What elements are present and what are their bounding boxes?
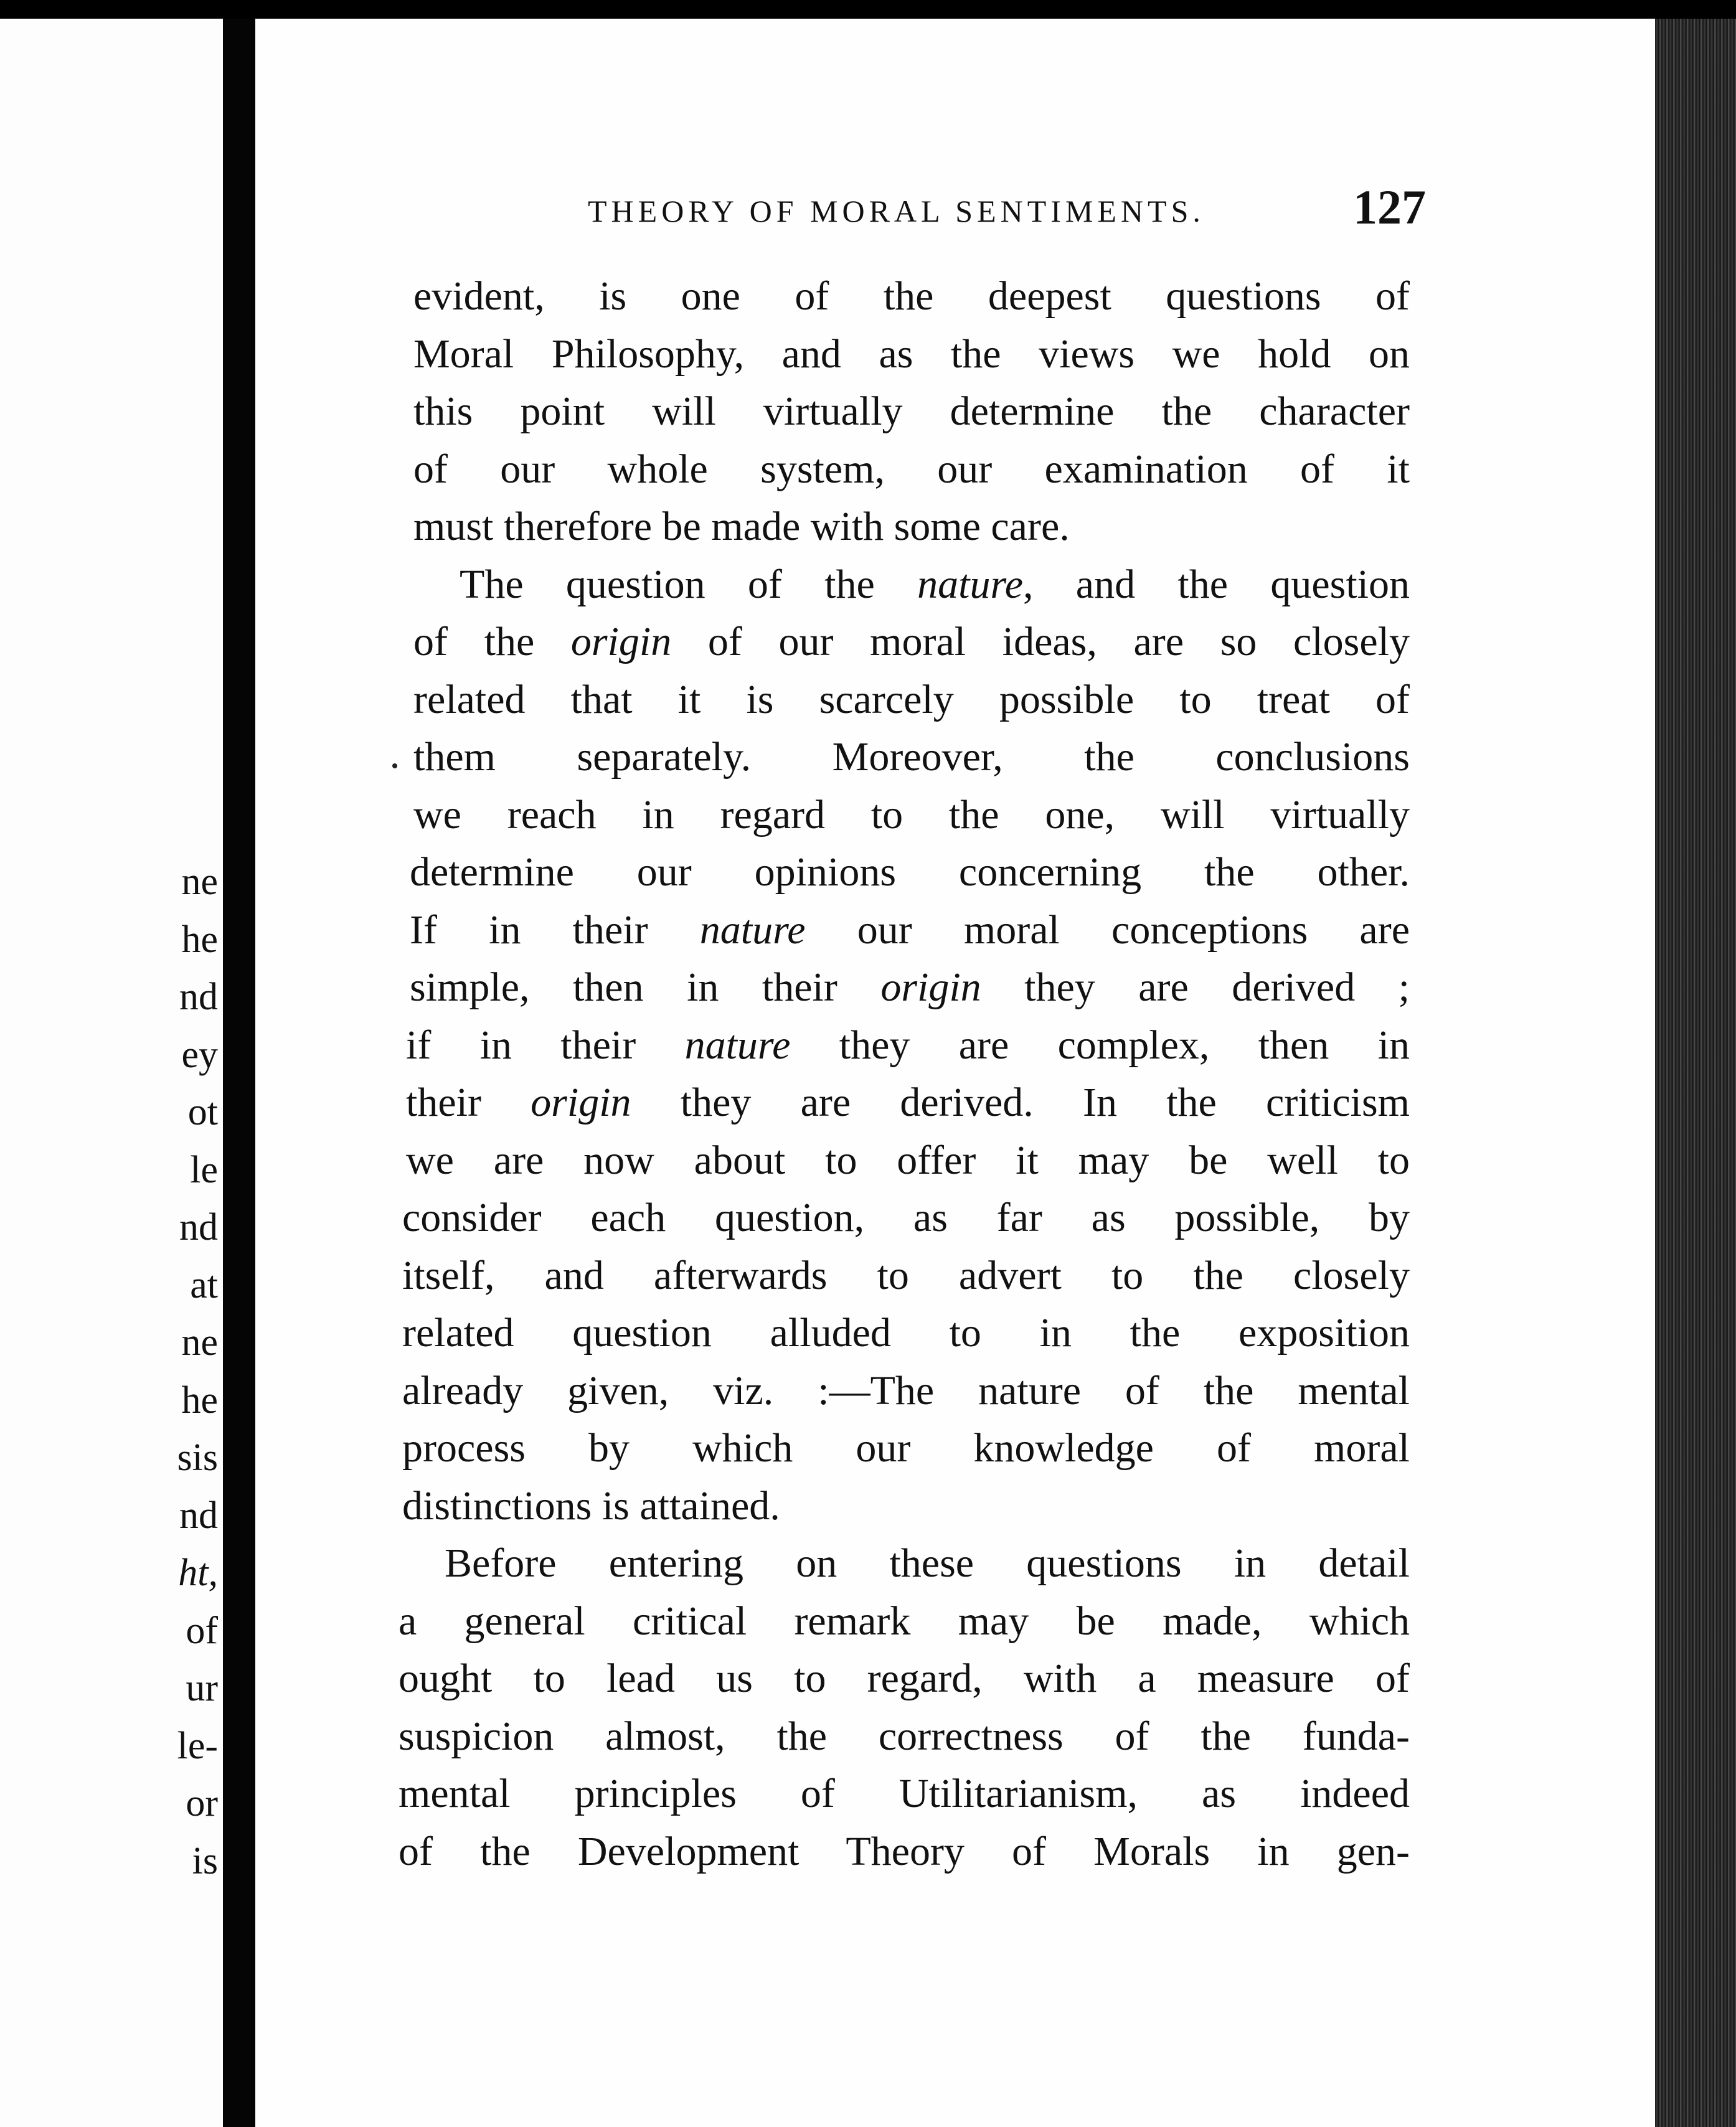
text-line: related that it is scarcely possible to treat of xyxy=(413,676,1410,722)
facing-page xyxy=(0,19,223,2127)
fragment-line: ey xyxy=(181,1033,218,1076)
text-line xyxy=(406,1074,1410,1132)
text-run: The question of the xyxy=(460,561,918,607)
text-line: of the Development Theory of Morals in gen- xyxy=(399,1828,1410,1874)
text-run: if in their xyxy=(406,1022,685,1068)
page-number: 127 xyxy=(1353,180,1426,234)
text-line: distinctions is attained. xyxy=(402,1483,780,1529)
text-run: they are derived ; xyxy=(981,964,1410,1010)
italic-term: origin xyxy=(531,1080,631,1125)
text-run: , and the question xyxy=(1023,561,1410,607)
text-line: determine our opinions concerning the other. xyxy=(410,849,1410,895)
text-run: they are derived. In the criticism xyxy=(631,1080,1410,1125)
italic-term: origin xyxy=(880,964,981,1010)
fragment-line: ne xyxy=(181,1321,218,1364)
fragment-line: ht, xyxy=(178,1552,218,1594)
text-line: related question alluded to in the exposition xyxy=(402,1310,1410,1356)
text-run: of our moral ideas, are so closely xyxy=(671,619,1410,664)
paragraph-1 xyxy=(413,268,1410,556)
facing-page-text-fragments xyxy=(0,853,223,1890)
fragment-line: nd xyxy=(179,1494,218,1537)
book-gutter xyxy=(223,19,255,2127)
fragment-line: nd xyxy=(179,1206,218,1248)
text-line: of our whole system, our examination of it xyxy=(413,446,1410,492)
text-line: itself, and afterwards to advert to the closely xyxy=(402,1252,1410,1298)
text-line: suspicion almost, the correctness of the funda- xyxy=(399,1713,1410,1759)
text-run: they are complex, then in xyxy=(790,1022,1410,1068)
text-line: a general critical remark may be made, which xyxy=(399,1598,1410,1644)
text-line: Moral Philosophy, and as the views we hold on xyxy=(413,331,1410,377)
text-line xyxy=(410,959,1410,1017)
fragment-line: sis xyxy=(177,1436,218,1479)
text-line xyxy=(406,1017,1410,1075)
text-line: them separately. Moreover, the conclusions xyxy=(413,734,1410,780)
fragment-line: le- xyxy=(177,1724,218,1767)
text-line xyxy=(410,902,1410,960)
text-line: must therefore be made with some care. xyxy=(413,504,1070,549)
text-line: process by which our knowledge of moral xyxy=(402,1425,1410,1471)
page-127 xyxy=(255,19,1655,2127)
fragment-line: he xyxy=(181,918,218,961)
fragment-line: he xyxy=(181,1379,218,1422)
text-line: we reach in regard to the one, will virtually xyxy=(413,791,1410,837)
text-run: their xyxy=(406,1080,531,1125)
fragment-line: ot xyxy=(187,1091,218,1133)
text-line: this point will virtually determine the character xyxy=(413,389,1410,434)
text-run: our moral conceptions are xyxy=(805,907,1410,953)
text-line: consider each question, as far as possible, by xyxy=(402,1195,1410,1240)
text-run: of the xyxy=(413,619,571,664)
fragment-line: is xyxy=(192,1839,218,1882)
fragment-line: ur xyxy=(186,1667,218,1709)
paragraph-3 xyxy=(399,1535,1410,1880)
text-line: evident, is one of the deepest questions of xyxy=(413,273,1410,319)
text-line xyxy=(413,556,1410,614)
fragment-line: of xyxy=(186,1609,218,1652)
fragment-line: at xyxy=(190,1263,218,1306)
book-fore-edge xyxy=(1655,19,1736,2127)
italic-term: nature xyxy=(917,561,1023,607)
text-line: ought to lead us to regard, with a measure of xyxy=(399,1656,1410,1701)
text-line: already given, viz. :—The nature of the mental xyxy=(402,1367,1410,1413)
text-line: mental principles of Utilitarianism, as indeed xyxy=(399,1771,1410,1816)
text-line: Before entering on these questions in detail xyxy=(445,1540,1410,1586)
running-head: THEORY OF MORAL SENTIMENTS. xyxy=(588,194,1205,229)
text-run: If in their xyxy=(410,907,700,953)
italic-term: nature xyxy=(684,1022,791,1068)
paragraph-2 xyxy=(402,556,1410,1535)
fragment-line: ne xyxy=(181,861,218,903)
italic-term: nature xyxy=(699,907,806,953)
body-text xyxy=(399,268,1410,1880)
text-line: we are now about to offer it may be well to xyxy=(406,1137,1410,1183)
fragment-line: or xyxy=(186,1782,218,1824)
italic-term: origin xyxy=(570,619,672,664)
margin-speck xyxy=(392,763,397,768)
text-run: simple, then in their xyxy=(410,964,881,1010)
fragment-line: le xyxy=(190,1148,218,1191)
fragment-line: nd xyxy=(179,976,218,1018)
text-line xyxy=(413,613,1410,671)
scan-top-border xyxy=(0,0,1736,19)
